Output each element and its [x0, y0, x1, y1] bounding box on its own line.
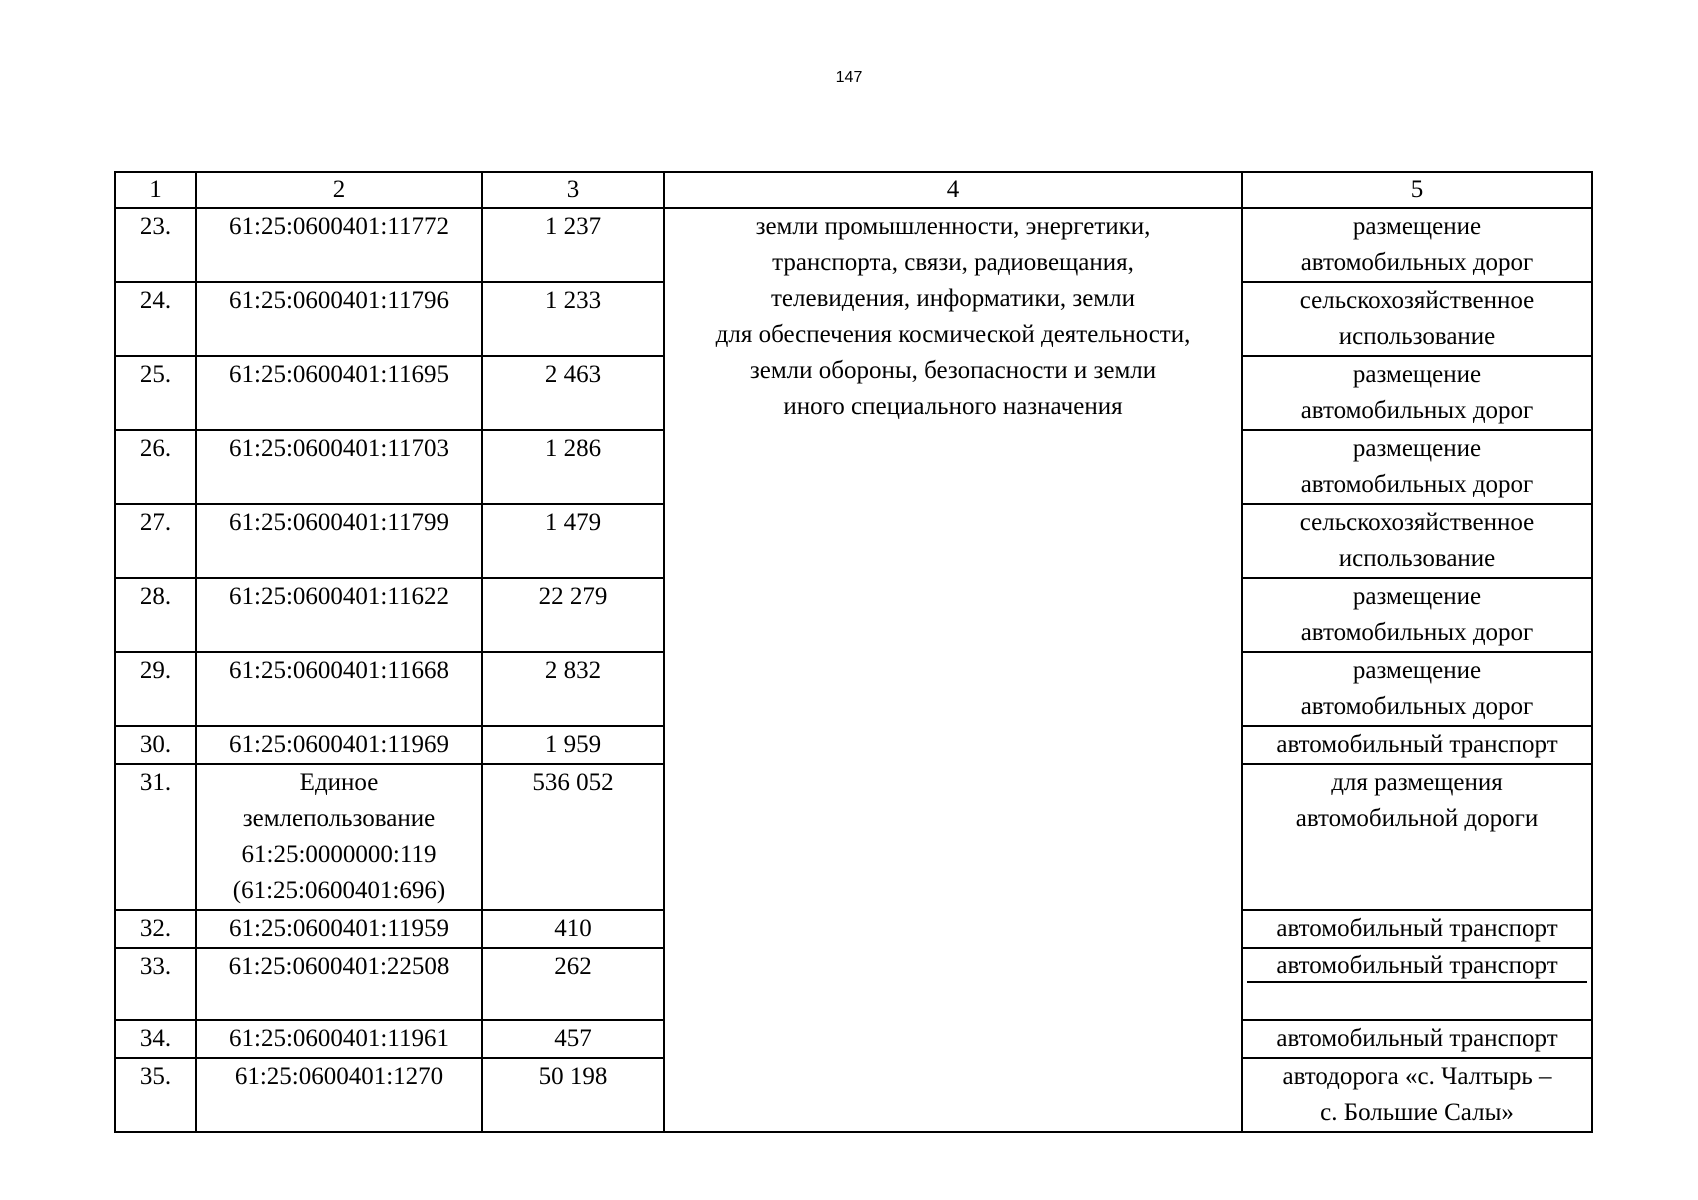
area-value: 457 — [482, 1020, 664, 1058]
header-cell: 2 — [196, 172, 482, 208]
row-number: 23. — [115, 208, 196, 282]
area-value: 1 233 — [482, 282, 664, 356]
cadastral-number: 61:25:0600401:11796 — [196, 282, 482, 356]
cadastral-number: 61:25:0600401:1270 — [196, 1058, 482, 1132]
cadastral-number — [196, 764, 482, 910]
header-cell: 5 — [1242, 172, 1592, 208]
permitted-use-text: размещение автомобильных дорог — [1300, 361, 1534, 424]
land-category-cell — [664, 208, 1242, 1132]
row-number: 30. — [115, 726, 196, 764]
permitted-use-text: для размещения автомобильной дороги — [1295, 769, 1539, 832]
area-value: 1 286 — [482, 430, 664, 504]
row-number: 34. — [115, 1020, 196, 1058]
row-number: 27. — [115, 504, 196, 578]
permitted-use-text: сельскохозяйственное использование — [1299, 509, 1535, 572]
permitted-use — [1242, 578, 1592, 652]
permitted-use — [1242, 652, 1592, 726]
cadastral-number: 61:25:0600401:11772 — [196, 208, 482, 282]
permitted-use — [1242, 726, 1592, 764]
area-value: 536 052 — [482, 764, 664, 910]
cadastral-number: 61:25:0600401:11961 — [196, 1020, 482, 1058]
cadastral-number: 61:25:0600401:11799 — [196, 504, 482, 578]
permitted-use — [1242, 504, 1592, 578]
area-value: 2 463 — [482, 356, 664, 430]
row-number: 26. — [115, 430, 196, 504]
permitted-use — [1242, 764, 1592, 910]
row-number: 25. — [115, 356, 196, 430]
header-cell: 3 — [482, 172, 664, 208]
page-number: 147 — [835, 69, 863, 86]
permitted-use — [1242, 948, 1592, 1020]
permitted-use-text: размещение автомобильных дорог — [1300, 583, 1534, 646]
row-number: 29. — [115, 652, 196, 726]
row-number: 32. — [115, 910, 196, 948]
row-number: 31. — [115, 764, 196, 910]
empty-subcell — [1247, 983, 1587, 1017]
permitted-use-text: автодорога «с. Чалтырь – с. Большие Салы» — [1282, 1063, 1552, 1126]
permitted-use-text: автомобильный транспорт — [1276, 731, 1558, 758]
cadastral-number: 61:25:0600401:11969 — [196, 726, 482, 764]
cadastral-number: 61:25:0600401:22508 — [196, 948, 482, 1020]
cadastral-number: 61:25:0600401:11668 — [196, 652, 482, 726]
permitted-use — [1242, 208, 1592, 282]
table-header-row — [115, 172, 1592, 208]
area-value: 262 — [482, 948, 664, 1020]
row-number: 35. — [115, 1058, 196, 1132]
permitted-use — [1242, 910, 1592, 948]
cadastral-number: 61:25:0600401:11959 — [196, 910, 482, 948]
permitted-use — [1242, 1020, 1592, 1058]
header-cell: 1 — [115, 172, 196, 208]
permitted-use — [1242, 430, 1592, 504]
row-number: 24. — [115, 282, 196, 356]
permitted-use-text: размещение автомобильных дорог — [1300, 213, 1534, 276]
row-number: 33. — [115, 948, 196, 1020]
land-category-text: земли промышленности, энергетики, транспорта, связи, радиовещания, телевидения, информатики, земли для обеспечения космической деятельности, земли обороны, безопасности и земли иного специального назначения — [715, 213, 1191, 420]
area-value: 1 237 — [482, 208, 664, 282]
row-number: 28. — [115, 578, 196, 652]
permitted-use-text: автомобильный транспорт — [1276, 915, 1558, 942]
area-value: 2 832 — [482, 652, 664, 726]
area-value: 410 — [482, 910, 664, 948]
area-value: 1 479 — [482, 504, 664, 578]
permitted-use — [1242, 282, 1592, 356]
permitted-use — [1242, 356, 1592, 430]
permitted-use — [1242, 1058, 1592, 1132]
permitted-use-text: размещение автомобильных дорог — [1300, 435, 1534, 498]
cadastral-number: 61:25:0600401:11622 — [196, 578, 482, 652]
permitted-use-text: автомобильный транспорт — [1276, 1025, 1558, 1052]
permitted-use-text: размещение автомобильных дорог — [1300, 657, 1534, 720]
permitted-use-text: автомобильный транспорт — [1247, 949, 1587, 983]
header-cell: 4 — [664, 172, 1242, 208]
area-value: 1 959 — [482, 726, 664, 764]
cadastral-number: 61:25:0600401:11695 — [196, 356, 482, 430]
cadastral-number: 61:25:0600401:11703 — [196, 430, 482, 504]
area-value: 50 198 — [482, 1058, 664, 1132]
area-value: 22 279 — [482, 578, 664, 652]
table-row — [115, 208, 1592, 282]
land-plots-table — [114, 171, 1593, 1133]
permitted-use-text: сельскохозяйственное использование — [1299, 287, 1535, 350]
cadastral-number-text: Единое землепользование 61:25:0000000:119 (61:25:0600401:696) — [232, 769, 446, 904]
